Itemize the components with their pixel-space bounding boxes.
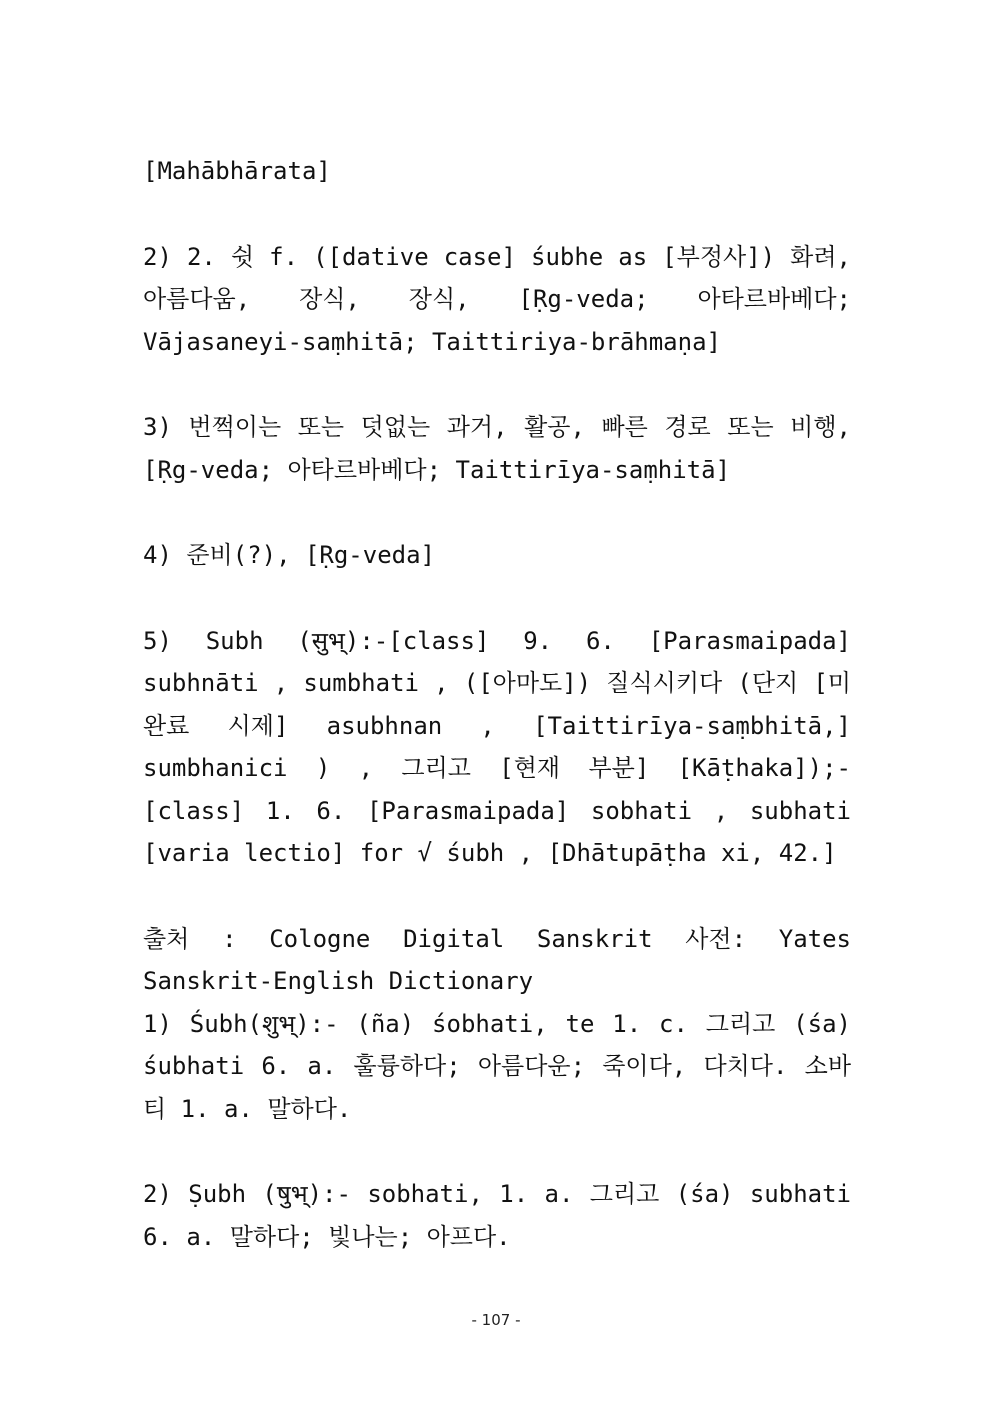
- page-number: - 107 -: [471, 1311, 521, 1329]
- paragraph-def-3: 3) 번쩍이는 또는 덧없는 과거, 활공, 빠른 경로 또는 비행, [Ṛg-veda; 아타르바베다; Taittirīya-saṃhitā]: [143, 413, 851, 484]
- paragraph-yates-1: 1) Śubh(शुभ्):- (ña) śobhati, te 1. c. 그리고 (śa) śubhati 6. a. 훌륭하다; 아름다운; 죽이다, 다치다. 소바티 1. a. 말하다.: [143, 1009, 851, 1123]
- paragraph-source-heading: 출처 : Cologne Digital Sanskrit 사전: Yates Sanskrit-English Dictionary: [143, 924, 851, 995]
- paragraph-def-4: 4) 준비(?), [Ṛg-veda]: [143, 541, 436, 569]
- paragraph-source-ref: [Mahābhārata]: [143, 157, 331, 185]
- paragraph-yates-2: 2) Ṣubh (षुभ्):- sobhati, 1. a. 그리고 (śa) subhati 6. a. 말하다; 빛나는; 아프다.: [143, 1180, 851, 1251]
- paragraph-def-2: 2) 2. 쉿 f. ([dative case] śubhe as [부정사]) 화려, 아름다움, 장식, 장식, [Ṛg-veda; 아타르바베다; Vājasaneyi-saṃhitā; Taittiriya-brāhmaṇa]: [143, 242, 851, 356]
- document-body: [143, 150, 851, 1258]
- paragraph-def-5: 5) Subh (सुभ्):-[class] 9. 6. [Parasmaipada] subhnāti , sumbhati , ([아마도]) 질식시키다 (단지 [미완료 시제] asubhnan , [Taittirīya-saṃbhitā,] sumbhanici ) , 그리고 [현재 부분] [Kāṭhaka]);-[class] 1. 6. [Parasmaipada] sobhati , subhati [varia lectio] for √ śubh , [Dhātupāṭha xi, 42.]: [143, 626, 851, 867]
